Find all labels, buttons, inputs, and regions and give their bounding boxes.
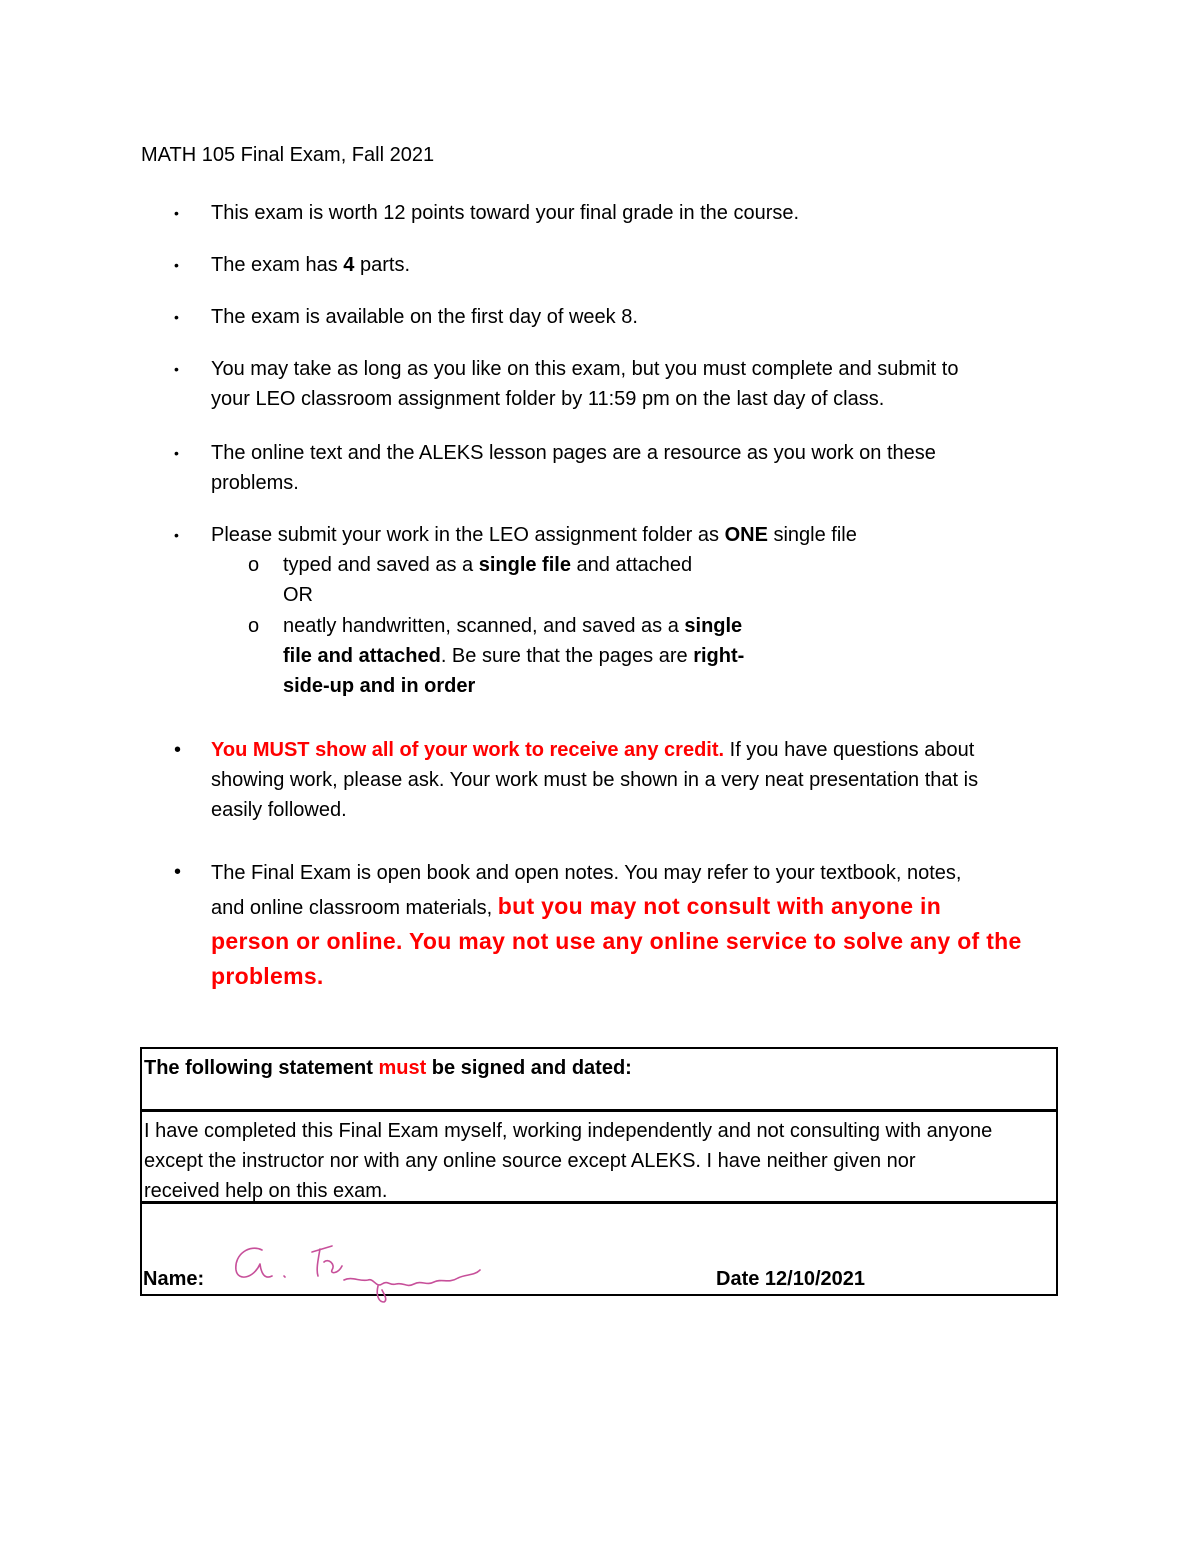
date-field: Date 12/10/2021 bbox=[716, 1268, 866, 1290]
sub-bullet-icon: o bbox=[248, 554, 260, 576]
bullet-icon: • bbox=[174, 445, 179, 461]
bullet-icon: • bbox=[174, 309, 179, 325]
statement-heading-cell bbox=[140, 1047, 1058, 1111]
bullet-text: You MUST show all of your work to receive any credit. If you have questions about showing work, please ask. Your work must be shown in a very neat presentation that is easily followed. bbox=[211, 739, 979, 821]
bullet-icon: • bbox=[174, 739, 182, 761]
bullet-text: The exam is available on the first day of week 8. bbox=[211, 306, 638, 328]
bullet-icon: • bbox=[174, 527, 179, 543]
sub-bullet-icon: o bbox=[248, 615, 260, 637]
bullet-icon: • bbox=[174, 861, 182, 883]
bullet-text: This exam is worth 12 points toward your final grade in the course. bbox=[211, 202, 800, 224]
signature-image bbox=[228, 1236, 488, 1308]
bullet-icon: • bbox=[174, 205, 179, 221]
bullet-icon: • bbox=[174, 257, 179, 273]
name-label: Name: bbox=[143, 1268, 205, 1290]
bullet-text: The exam has 4 parts. bbox=[211, 254, 410, 276]
statement-body-cell bbox=[140, 1109, 1058, 1203]
sub-item-text: neatly handwritten, scanned, and saved as a single file and attached. Be sure that the pages are right- side-up and in order bbox=[283, 615, 745, 697]
statement-heading: The following statement must be signed and dated: bbox=[144, 1057, 632, 1079]
bullet-text: The online text and the ALEKS lesson pages are a resource as you work on these problems. bbox=[211, 442, 936, 494]
bullet-text: The Final Exam is open book and open notes. You may refer to your textbook, notes, and online classroom materials, but you may not consult with anyone in person or online. You may not use any online service to solve any of the problems. bbox=[211, 862, 1022, 989]
bullet-text: Please submit your work in the LEO assignment folder as ONE single file bbox=[211, 524, 857, 546]
bullet-icon: • bbox=[174, 361, 179, 377]
page-title: MATH 105 Final Exam, Fall 2021 bbox=[141, 144, 435, 166]
sub-item-text: typed and saved as a single file and attached OR bbox=[283, 554, 693, 606]
bullet-text: You may take as long as you like on this exam, but you must complete and submit to your LEO classroom assignment folder by 11:59 pm on the last day of class. bbox=[211, 358, 959, 410]
statement-body: I have completed this Final Exam myself, working independently and not consulting with anyone except the instructor nor with any online source except ALEKS. I have neither given nor received help on this exam. bbox=[144, 1120, 993, 1202]
